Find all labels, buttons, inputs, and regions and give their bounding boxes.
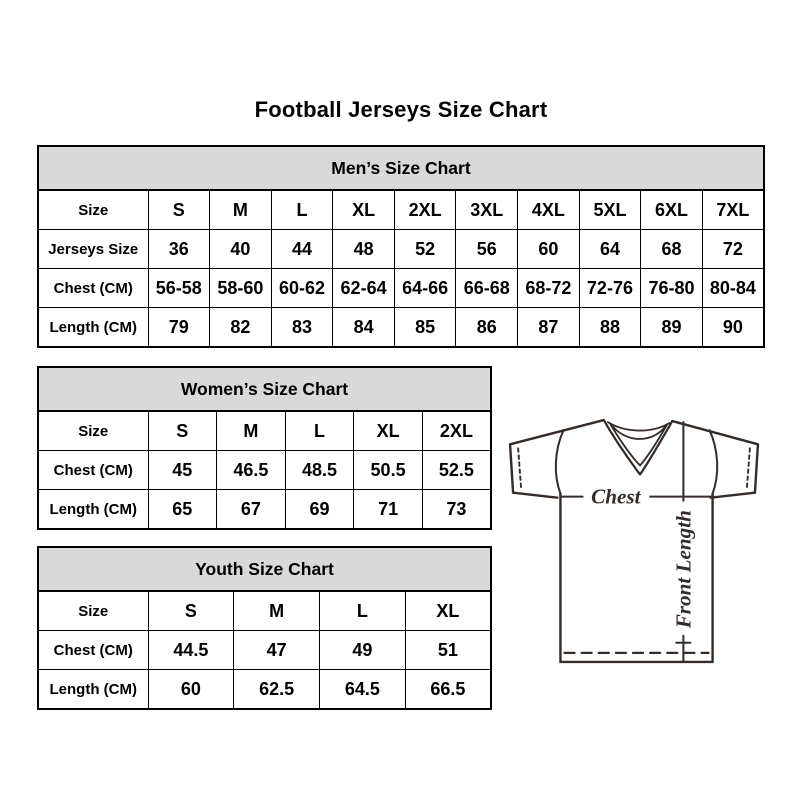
table-cell: 60 (518, 230, 580, 269)
table-cell: S (148, 190, 210, 230)
table-cell: 56 (456, 230, 518, 269)
table-cell: 4XL (518, 190, 580, 230)
row-label: Length (CM) (38, 308, 148, 348)
table-cell: 52 (394, 230, 456, 269)
table-cell: 36 (148, 230, 210, 269)
table-row (38, 269, 764, 308)
table-cell: 52.5 (422, 451, 491, 490)
table-cell: 87 (518, 308, 580, 348)
table-cell: 7XL (702, 190, 764, 230)
table-cell: 79 (148, 308, 210, 348)
table-cell: S (148, 411, 217, 451)
table-cell: M (217, 411, 286, 451)
table-cell: 64-66 (394, 269, 456, 308)
front-length-label: Front Length (671, 510, 696, 629)
table-cell: 44 (271, 230, 333, 269)
row-label: Length (CM) (38, 670, 148, 710)
table-cell: 65 (148, 490, 217, 530)
chest-label: Chest (591, 484, 641, 509)
row-label: Jerseys Size (38, 230, 148, 269)
table-cell: 86 (456, 308, 518, 348)
table-title-mens: Men’s Size Chart (38, 146, 764, 190)
table-cell: 50.5 (354, 451, 423, 490)
table-cell: 46.5 (217, 451, 286, 490)
table-row (38, 631, 491, 670)
table-cell: XL (405, 591, 491, 631)
table-cell: L (285, 411, 354, 451)
table-cell: 82 (210, 308, 272, 348)
left-armhole-seam (556, 430, 564, 493)
right-armhole-seam (710, 430, 718, 493)
table-cell: M (210, 190, 272, 230)
table-row (38, 451, 491, 490)
table-cell: 66.5 (405, 670, 491, 710)
table-cell: 6XL (641, 190, 703, 230)
table-title-youth: Youth Size Chart (38, 547, 491, 591)
row-label: Size (38, 190, 148, 230)
table-cell: 90 (702, 308, 764, 348)
table-title-womens: Women’s Size Chart (38, 367, 491, 411)
table-cell: 49 (320, 631, 406, 670)
table-cell: 58-60 (210, 269, 272, 308)
table-cell: 48 (333, 230, 395, 269)
table-cell: 5XL (579, 190, 641, 230)
row-label: Chest (CM) (38, 451, 148, 490)
table-cell: 60 (148, 670, 234, 710)
table-row (38, 591, 491, 631)
table-cell: 3XL (456, 190, 518, 230)
table-cell: 45 (148, 451, 217, 490)
table-cell: 60-62 (271, 269, 333, 308)
table-row (38, 411, 491, 451)
table-cell: 67 (217, 490, 286, 530)
table-cell: 44.5 (148, 631, 234, 670)
table-row (38, 190, 764, 230)
table-cell: M (234, 591, 320, 631)
table-cell: 71 (354, 490, 423, 530)
right-cuff-dashed-line (747, 448, 750, 488)
table-row (38, 308, 764, 348)
page-title: Football Jerseys Size Chart (254, 97, 548, 122)
table-cell: 85 (394, 308, 456, 348)
table-cell: L (320, 591, 406, 631)
row-label: Chest (CM) (38, 269, 148, 308)
table-cell: 72 (702, 230, 764, 269)
table-cell: 64 (579, 230, 641, 269)
table-row (38, 230, 764, 269)
table-cell: 56-58 (148, 269, 210, 308)
table-cell: 83 (271, 308, 333, 348)
youth-size-table (37, 546, 492, 710)
table-cell: 2XL (422, 411, 491, 451)
table-cell: 84 (333, 308, 395, 348)
table-cell: 47 (234, 631, 320, 670)
table-cell: 40 (210, 230, 272, 269)
table-row (38, 670, 491, 710)
table-cell: 88 (579, 308, 641, 348)
table-cell: XL (354, 411, 423, 451)
row-label: Size (38, 411, 148, 451)
jersey-icon (503, 413, 765, 665)
jersey-measurement-diagram (503, 413, 765, 665)
womens-size-table (37, 366, 492, 530)
table-cell: XL (333, 190, 395, 230)
table-cell: 64.5 (320, 670, 406, 710)
table-cell: 73 (422, 490, 491, 530)
mens-size-table (37, 145, 765, 348)
table-cell: 51 (405, 631, 491, 670)
table-row (38, 490, 491, 530)
table-cell: 62-64 (333, 269, 395, 308)
table-cell: 76-80 (641, 269, 703, 308)
table-cell: 48.5 (285, 451, 354, 490)
table-cell: 72-76 (579, 269, 641, 308)
table-cell: 62.5 (234, 670, 320, 710)
collar-back-arc-shallow (608, 422, 669, 430)
table-cell: S (148, 591, 234, 631)
row-label: Length (CM) (38, 490, 148, 530)
row-label: Chest (CM) (38, 631, 148, 670)
table-cell: 66-68 (456, 269, 518, 308)
table-cell: 2XL (394, 190, 456, 230)
table-cell: 89 (641, 308, 703, 348)
table-cell: 68 (641, 230, 703, 269)
table-cell: L (271, 190, 333, 230)
table-cell: 68-72 (518, 269, 580, 308)
row-label: Size (38, 591, 148, 631)
table-cell: 69 (285, 490, 354, 530)
left-cuff-dashed-line (518, 448, 521, 488)
table-cell: 80-84 (702, 269, 764, 308)
